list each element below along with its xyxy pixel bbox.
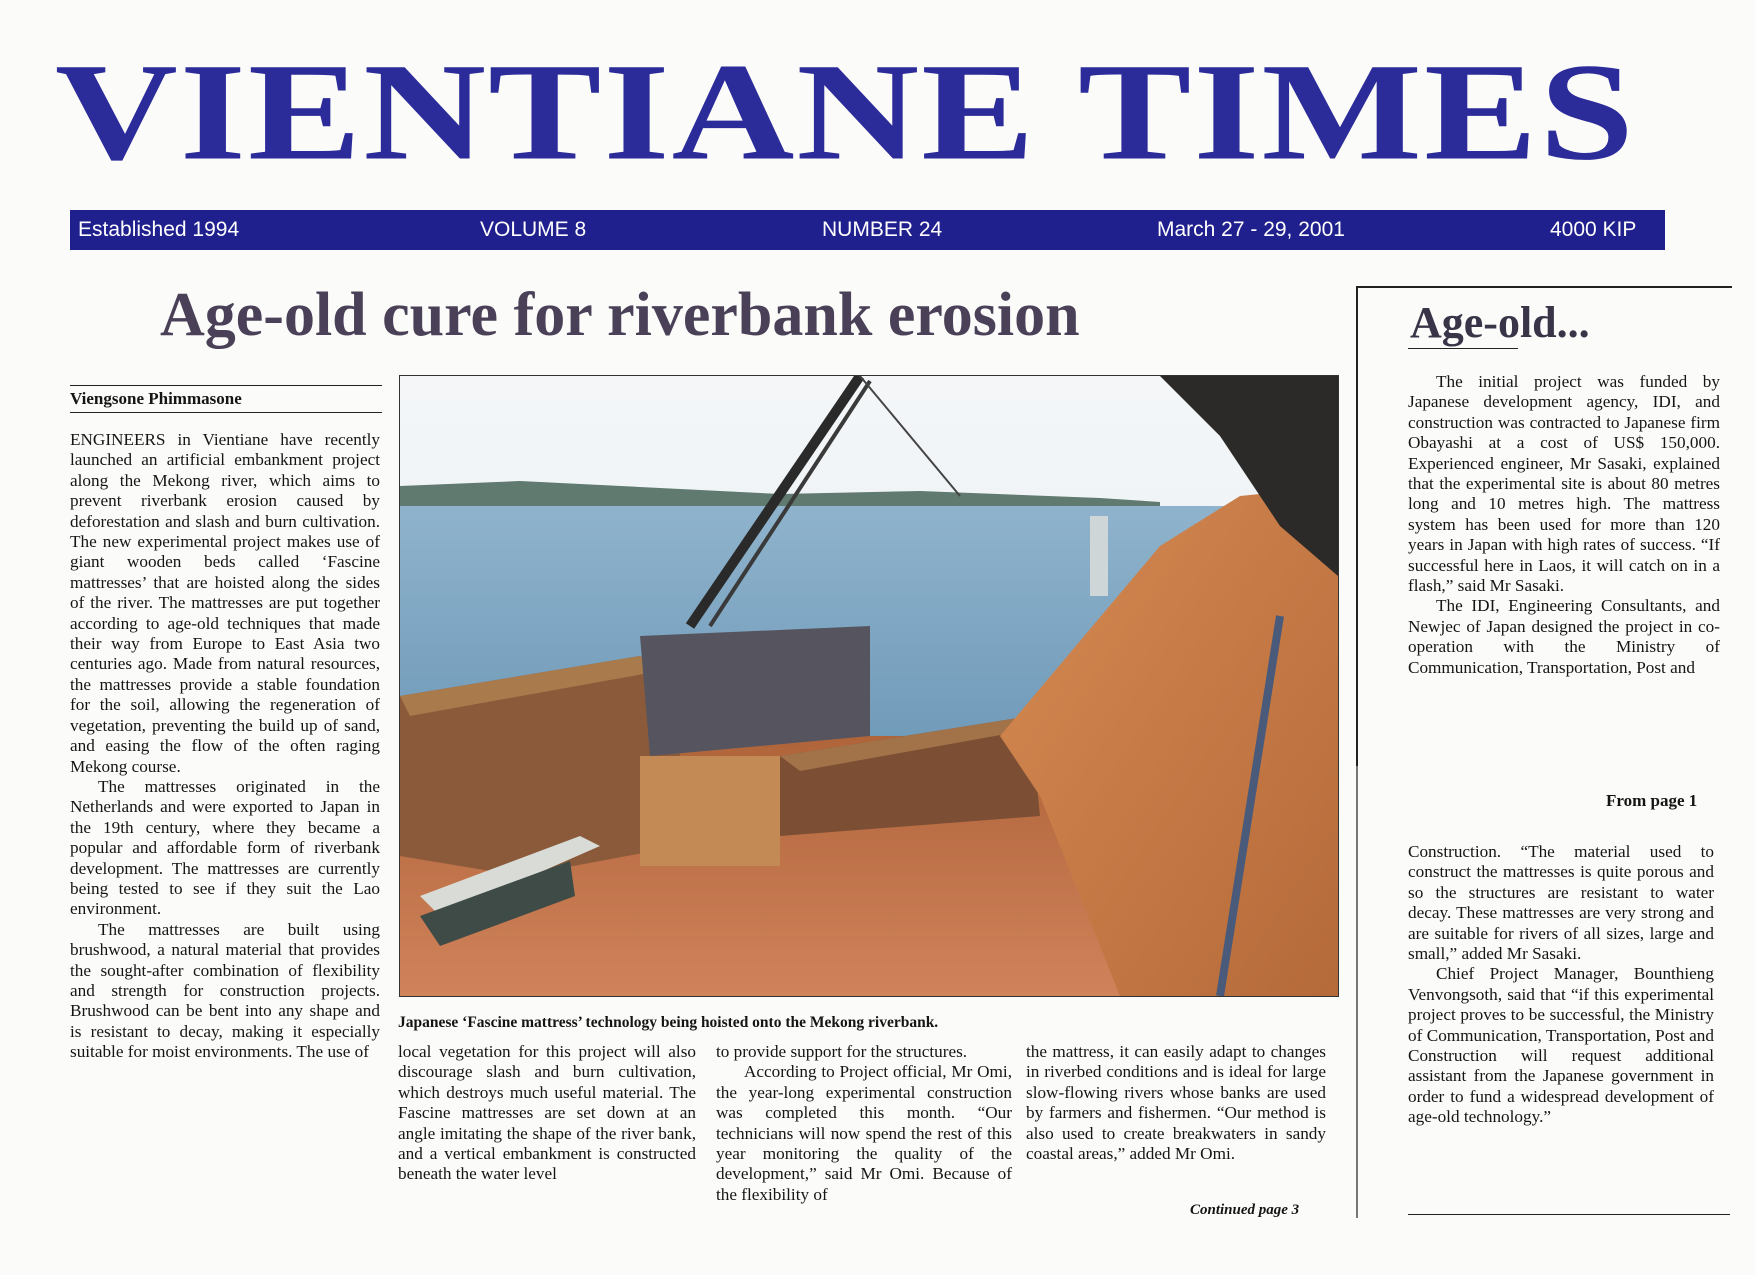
article-column-1 [70, 430, 380, 1063]
article-byline: Viengsone Phimmasone [70, 385, 382, 413]
sidebar-bottom-text [1408, 842, 1714, 1128]
article-paragraph: the mattress, it can easily adapt to changes in riverbed conditions and is ideal for large slow-flowing rivers whose banks are used by farmers and fishermen. “Our method is also used to create breakwaters in sandy coastal areas,” added Mr Omi. [1026, 1042, 1326, 1164]
article-column-2 [398, 1042, 696, 1185]
photo-caption: Japanese ‘Fascine mattress’ technology being hoisted onto the Mekong riverbank. [398, 1014, 939, 1031]
sidebar-paragraph: Chief Project Manager, Bounthieng Venvongsoth, said that “if this experimental project proves to be successful, the Ministry of Communication, Transportation, Post and Construction will request additional assistant from the Japanese government in order to fund a widespread development of age-old technology.” [1408, 964, 1714, 1127]
volume-label: VOLUME 8 [480, 218, 587, 241]
sidebar-bottom-rule [1408, 1214, 1730, 1215]
article-headline: Age-old cure for riverbank erosion [160, 281, 1080, 349]
from-page-label: From page 1 [1606, 791, 1698, 810]
article-paragraph: to provide support for the structures. [716, 1042, 968, 1061]
construction-site-photo [400, 376, 1338, 996]
article-paragraph: ENGINEERS in Vientiane have recently launched an artificial embankment project along the Mekong river, which aims to prevent riverbank erosion caused by deforestation and slash and burn cultivation. The new experimental project makes use of giant wooden beds called ‘Fascine mattresses’ that are hoisted along the sides of the river. The mattresses are put together according to age-old techniques that made their way from Europe to East Asia two centuries ago. Made from natural resources, the mattresses provide a stable foundation for the soil, allowing the regeneration of vegetation, preventing the build up of sand, and easing the flow of the often raging Mekong course. [70, 430, 380, 776]
article-column-4 [1026, 1042, 1326, 1164]
sidebar-paragraph: Construction. “The material used to construct the mattresses is quite porous and so the structures are resistant to water decay. These mattresses are very strong and are suitable for rivers of all sizes, large and small,” added Mr Sasaki. [1408, 842, 1714, 964]
article-paragraph: local vegetation for this project will also discourage slash and burn cultivation, which destroys much useful material. The Fascine mattresses are set down at an angle imitating the shape of the river bank, and a vertical embankment is constructed beneath the water level [398, 1042, 696, 1184]
article-paragraph: According to Project official, Mr Omi, the year-long experimental construction was completed this month. “Our technicians will now spend the rest of this year monitoring the quality of the development,” said Mr Omi. Because of the flexibility of [716, 1062, 1012, 1204]
article-photo [399, 375, 1339, 997]
price-label: 4000 KIP [1550, 218, 1637, 241]
issue-number-label: NUMBER 24 [822, 218, 943, 241]
sidebar-paragraph: The initial project was funded by Japanese development agency, IDI, and construction was contracted to Japanese firm Obayashi at a cost of US$ 150,000. Experienced engineer, Mr Sasaki, explained that the experimental site is about 80 metres long and 10 metres high. The mattress system has been used for more than 120 years in Japan with high rates of success. “If successful here in Laos, it will catch on in a flash,” said Mr Sasaki. [1408, 372, 1720, 596]
article-column-3 [716, 1042, 1012, 1205]
sidebar-paragraph: The IDI, Engineering Consultants, and Newjec of Japan designed the project in co-operation with the Ministry of Communication, Transportation, Post and [1408, 596, 1720, 677]
continued-note: Continued page 3 [1190, 1202, 1300, 1218]
established-label: Established 1994 [78, 218, 240, 241]
issue-date-label: March 27 - 29, 2001 [1157, 218, 1345, 241]
article-paragraph: The mattresses originated in the Netherlands and were exported to Japan in the 19th century, where they became a popular and affordable form of riverbank development. The mattresses are currently being tested to see if they suit the Lao environment. [70, 776, 380, 919]
sidebar-headline: Age-old... [1410, 298, 1590, 347]
sidebar-top-text [1408, 372, 1720, 678]
masthead-info-bar [70, 210, 1665, 250]
masthead-title: VIENTIANE TIMES [55, 34, 1636, 189]
article-paragraph: The mattresses are built using brushwood, a natural material that provides the sought-after combination of flexibility and strength for construction projects. Brushwood can be bent into any shape and is resistant to decay, making it especially suitable for moist environments. The use of [70, 919, 380, 1062]
sidebar-head-rule [1408, 348, 1518, 349]
